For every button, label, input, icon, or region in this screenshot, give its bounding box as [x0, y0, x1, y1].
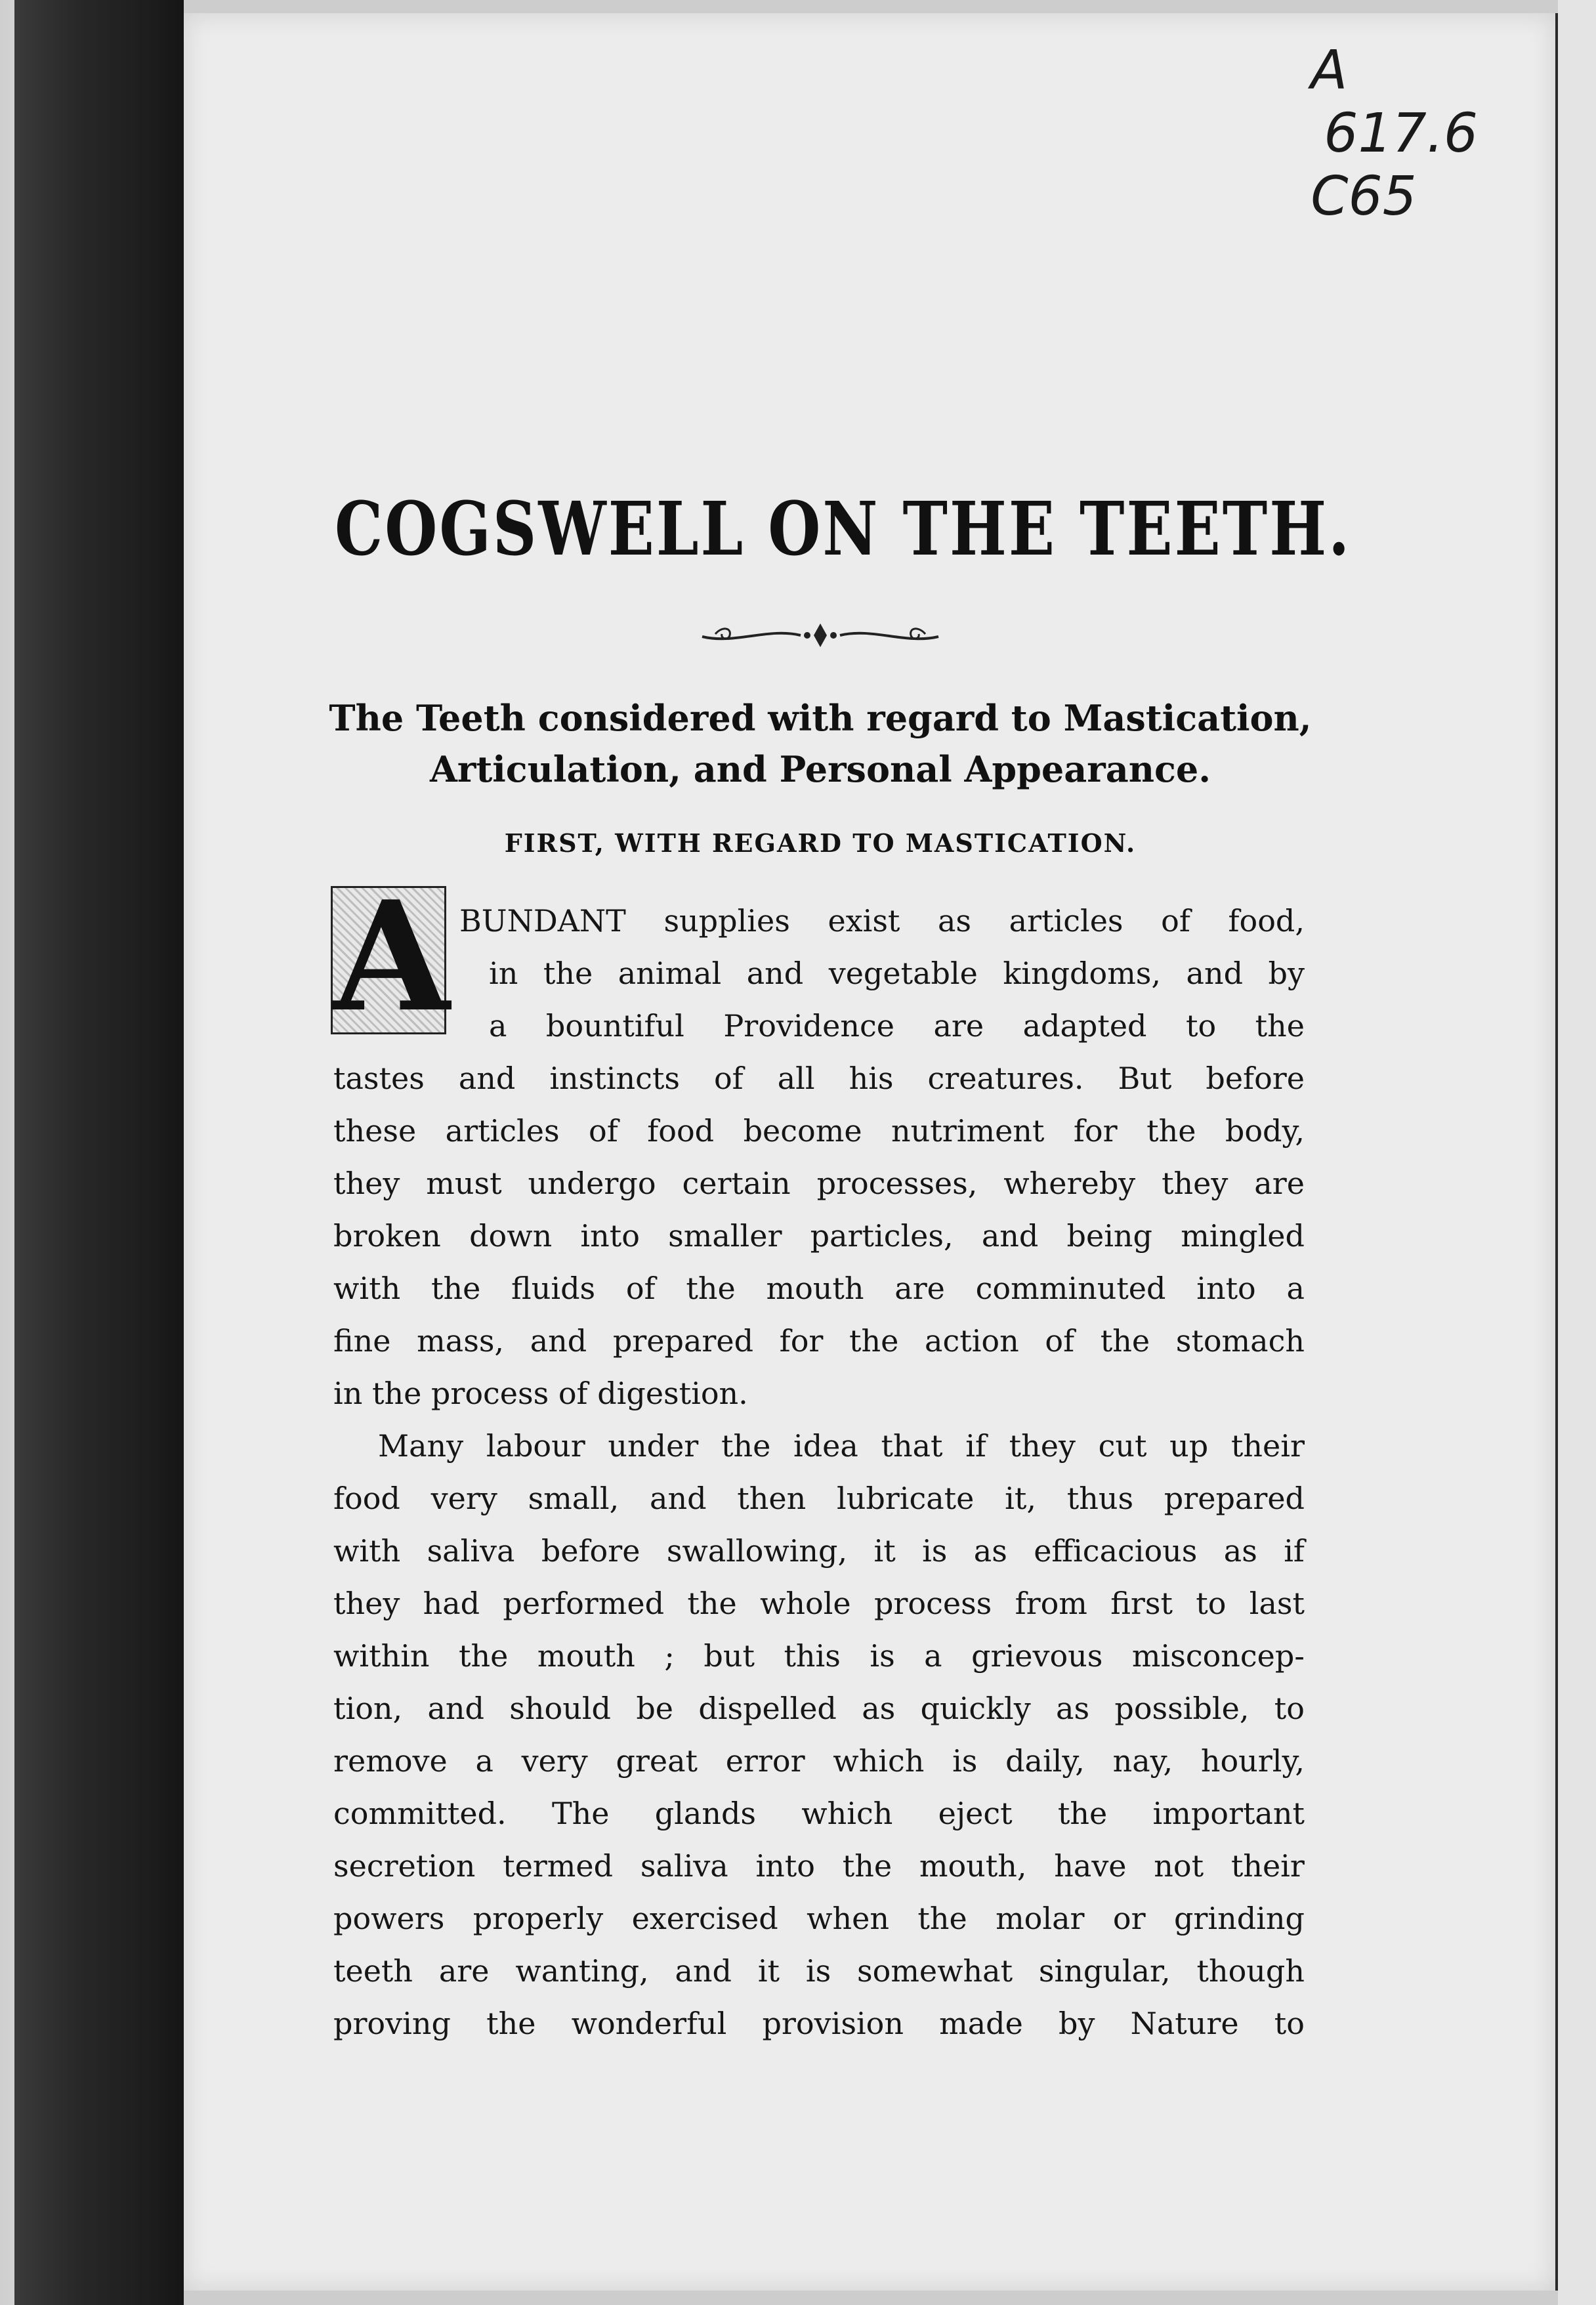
subtitle	[328, 692, 1312, 795]
text-line: with the fluids of the mouth are comminuted into a	[333, 1271, 1305, 1306]
binding-shadow	[14, 0, 184, 2305]
text-line: these articles of food become nutriment for the body,	[333, 1113, 1305, 1149]
text-line: tastes and instincts of all his creatures. But before	[333, 1061, 1305, 1096]
page	[184, 13, 1558, 2291]
call-number-line: A	[1311, 39, 1348, 102]
text-line: proving the wonderful provision made by Nature to	[333, 2006, 1305, 2041]
document-title: COGSWELL ON THE TEETH.	[335, 486, 1352, 572]
text-line: in the animal and vegetable kingdoms, and by	[489, 956, 1305, 991]
text-line: broken down into smaller particles, and being mingled	[333, 1218, 1305, 1254]
text-line: they must undergo certain processes, whereby they are	[333, 1166, 1305, 1201]
subtitle-line: Articulation, and Personal Appearance.	[429, 748, 1211, 790]
text-line: teeth are wanting, and it is somewhat singular, though	[333, 1953, 1305, 1989]
text-line: tion, and should be dispelled as quickly as possible, to	[333, 1691, 1305, 1726]
subtitle-line: The Teeth considered with regard to Mastication,	[329, 697, 1312, 739]
text-line: powers properly exercised when the molar or grinding	[333, 1901, 1305, 1936]
scan-margin-right	[1558, 0, 1596, 2305]
text-line: they had performed the whole process from first to last	[333, 1586, 1305, 1621]
drop-cap-letter: A	[333, 868, 450, 1046]
text-line: with saliva before swallowing, it is as efficacious as if	[333, 1533, 1305, 1569]
text-line: committed. The glands which eject the important	[333, 1796, 1305, 1831]
text-line: food very small, and then lubricate it, thus prepared	[333, 1481, 1305, 1516]
text-line: secretion termed saliva into the mouth, have not their	[333, 1848, 1305, 1884]
text-line: fine mass, and prepared for the action of the stomach	[333, 1323, 1305, 1359]
call-number-line: 617.6	[1324, 102, 1478, 165]
section-heading: FIRST, WITH REGARD TO MASTICATION.	[504, 828, 1137, 858]
text-line: within the mouth ; but this is a grievous misconcep-	[333, 1638, 1305, 1674]
text-line: a bountiful Providence are adapted to the	[489, 1008, 1305, 1044]
ornament-divider-icon	[696, 618, 945, 651]
drop-cap	[331, 868, 450, 1046]
text-line: in the process of digestion.	[333, 1376, 748, 1411]
text-line: Many labour under the idea that if they cut up their	[378, 1428, 1305, 1464]
text-line: remove a very great error which is daily, nay, hourly,	[333, 1743, 1305, 1779]
call-number	[1297, 39, 1478, 228]
call-number-line: C65	[1311, 165, 1417, 228]
text-line: BUNDANT supplies exist as articles of food,	[459, 903, 1305, 939]
